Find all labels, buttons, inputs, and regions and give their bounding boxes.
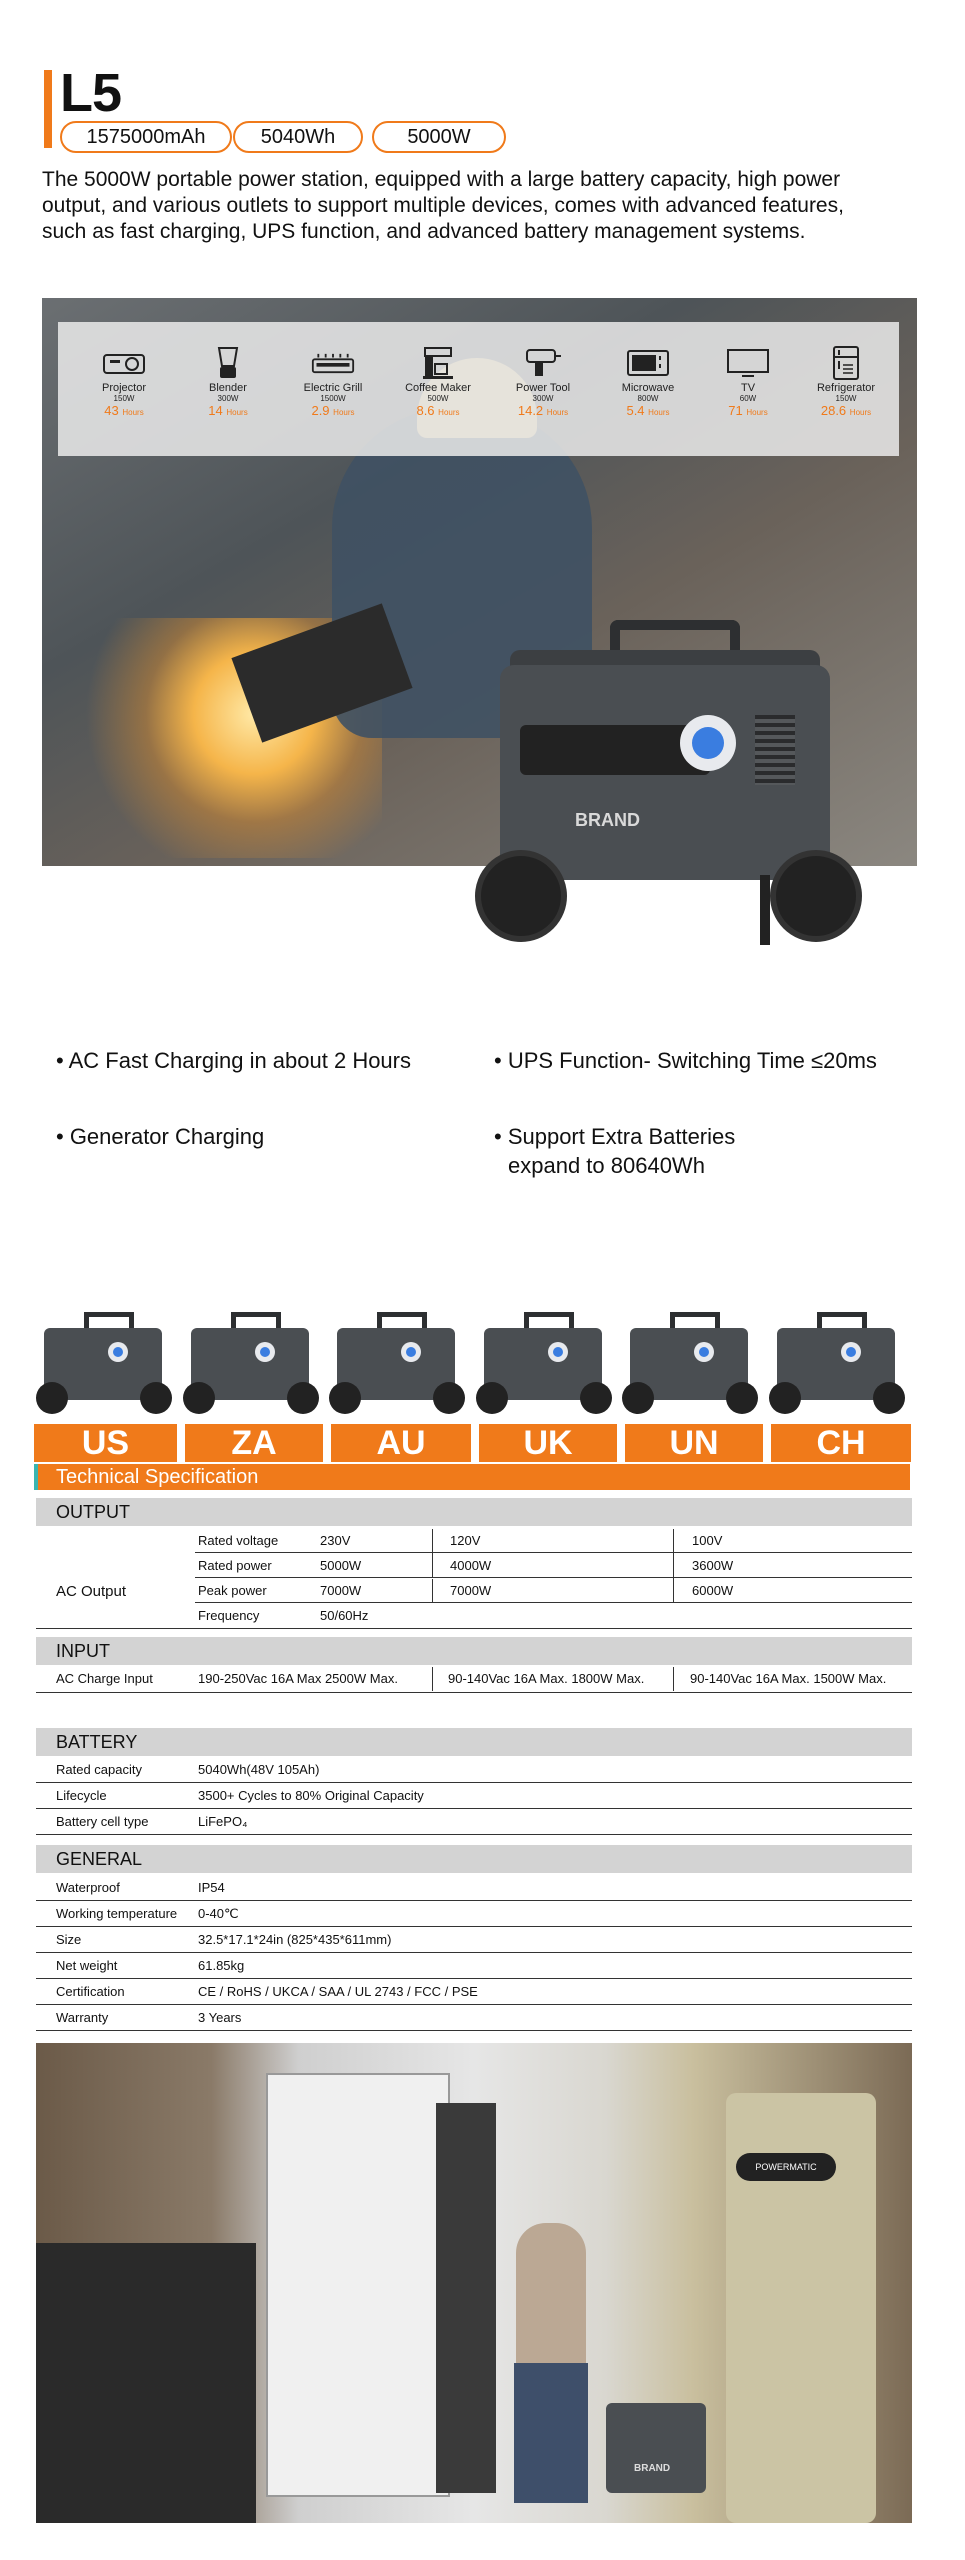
power-tool-icon (521, 348, 565, 378)
peak-power-label: Peak power (198, 1583, 267, 1598)
station-vent (755, 715, 795, 785)
ac-charge-input-100: 90-140Vac 16A Max. 1500W Max. (690, 1671, 887, 1686)
feature-generator-charging: • Generator Charging (56, 1124, 265, 1149)
tool-cabinet-graphic (36, 2243, 256, 2523)
region-tab-uk[interactable]: UK (479, 1424, 617, 1462)
region-tab-ch[interactable]: CH (771, 1424, 911, 1462)
appliance-projector: Projector 150W 43 Hours (74, 322, 174, 418)
certification-label: Certification (56, 1984, 125, 1999)
feature-extra-batteries: • Support Extra Batteries (494, 1124, 736, 1149)
rated-power-4000: 4000W (450, 1558, 492, 1573)
title-accent-bar (44, 70, 52, 148)
frequency-label: Frequency (198, 1608, 260, 1623)
section-general-header: GENERAL (36, 1845, 912, 1873)
workshop-photo (36, 2043, 912, 2523)
rated-power-label: Rated power (198, 1558, 272, 1573)
peak-power-7000-a: 7000W (320, 1583, 362, 1598)
rated-capacity-label: Rated capacity (56, 1762, 142, 1777)
working-temperature-label: Working temperature (56, 1906, 178, 1921)
power-station-in-workshop: BRAND (606, 2403, 706, 2493)
rated-voltage-100: 100V (692, 1533, 723, 1548)
station-wheel-right (770, 850, 862, 942)
drill-press-graphic (436, 2103, 496, 2493)
microwave-icon (626, 348, 670, 378)
region-tab-un[interactable]: UN (625, 1424, 763, 1462)
spec-pill-energy: 5040Wh (233, 121, 363, 153)
region-tab-za[interactable]: ZA (185, 1424, 323, 1462)
coffee-maker-icon (416, 348, 460, 378)
appliance-microwave: Microwave 800W 5.4 Hours (598, 322, 698, 418)
station-thumb-un (622, 1310, 762, 1420)
waterproof-label: Waterproof (56, 1880, 120, 1895)
ac-charge-input-label: AC Charge Input (56, 1671, 153, 1686)
product-description: The 5000W portable power station, equipped with a large battery capacity, high power output, and various outlets to support multiple devices, comes with advanced features, such as fast charging, UPS function, and advanced battery management systems. (42, 168, 844, 243)
spec-pill-capacity-mah: 1575000mAh (60, 121, 232, 153)
station-thumb-au (329, 1310, 469, 1420)
waterproof-value: IP54 (198, 1880, 225, 1895)
size-label: Size (56, 1932, 82, 1947)
appliance-runtime-strip (58, 322, 899, 456)
battery-cell-type-value: LiFePO₄ (198, 1814, 248, 1829)
rated-voltage-230: 230V (320, 1533, 351, 1548)
lifecycle-value: 3500+ Cycles to 80% Original Capacity (198, 1788, 424, 1803)
blender-icon (206, 348, 250, 378)
battery-cell-type-label: Battery cell type (56, 1814, 149, 1829)
warranty-label: Warranty (56, 2010, 109, 2025)
peak-power-6000: 6000W (692, 1583, 734, 1598)
tv-icon (726, 348, 770, 378)
ac-output-label: AC Output (56, 1583, 127, 1600)
station-thumb-us (36, 1310, 176, 1420)
appliance-refrigerator: Refrigerator 150W 28.6 Hours (796, 322, 896, 418)
station-thumb-ch (769, 1310, 909, 1420)
product-model-title: L5 (60, 63, 122, 123)
station-brand-label: BRAND (575, 810, 640, 830)
refrigerator-icon (824, 348, 868, 378)
region-tab-au[interactable]: AU (331, 1424, 471, 1462)
station-wheel-left (475, 850, 567, 942)
ac-charge-input-230: 190-250Vac 16A Max 2500W Max. (198, 1671, 398, 1686)
feature-ups: • UPS Function- Switching Time ≤20ms (494, 1048, 877, 1073)
rated-power-5000: 5000W (320, 1558, 362, 1573)
rated-voltage-120: 120V (450, 1533, 481, 1548)
warranty-value: 3 Years (198, 2010, 242, 2025)
region-tab-us[interactable]: US (34, 1424, 177, 1462)
power-station-render (480, 620, 850, 960)
pegboard-graphic (266, 2073, 450, 2497)
lifecycle-label: Lifecycle (56, 1788, 107, 1803)
bandsaw-logo: POWERMATIC (736, 2153, 836, 2181)
rated-power-3600: 3600W (692, 1558, 734, 1573)
section-battery-header: BATTERY (36, 1728, 912, 1756)
grill-icon (311, 348, 355, 378)
ac-charge-input-120: 90-140Vac 16A Max. 1800W Max. (448, 1671, 645, 1686)
feature-extra-batteries-detail: expand to 80640Wh (508, 1153, 705, 1178)
certification-value: CE / RoHS / UKCA / SAA / UL 2743 / FCC / PSE (198, 1984, 478, 1999)
appliance-electric-grill: Electric Grill 1500W 2.9 Hours (283, 322, 383, 418)
appliance-coffee-maker: Coffee Maker 500W 8.6 Hours (388, 322, 488, 418)
net-weight-value: 61.85kg (198, 1958, 245, 1973)
station-ac-socket (680, 715, 736, 771)
spec-title-bar (34, 1464, 910, 1490)
working-temperature-value: 0-40℃ (198, 1906, 239, 1921)
peak-power-7000-b: 7000W (450, 1583, 492, 1598)
spec-pill-power: 5000W (372, 121, 506, 153)
feature-fast-charging: • AC Fast Charging in about 2 Hours (56, 1048, 411, 1073)
appliance-blender: Blender 300W 14 Hours (178, 322, 278, 418)
spec-title: Technical Specification (56, 1466, 259, 1488)
section-output-header: OUTPUT (36, 1498, 912, 1526)
section-input-header: INPUT (36, 1637, 912, 1665)
station-thumb-uk (476, 1310, 616, 1420)
projector-icon (102, 348, 146, 378)
size-value: 32.5*17.1*24in (825*435*611mm) (198, 1932, 392, 1947)
station-thumb-za (183, 1310, 323, 1420)
net-weight-label: Net weight (56, 1958, 118, 1973)
rated-capacity-value: 5040Wh(48V 105Ah) (198, 1762, 320, 1777)
appliance-tv: TV 60W 71 Hours (698, 322, 798, 418)
appliance-power-tool: Power Tool 300W 14.2 Hours (493, 322, 593, 418)
rated-voltage-label: Rated voltage (198, 1533, 279, 1548)
frequency-value: 50/60Hz (320, 1608, 369, 1623)
